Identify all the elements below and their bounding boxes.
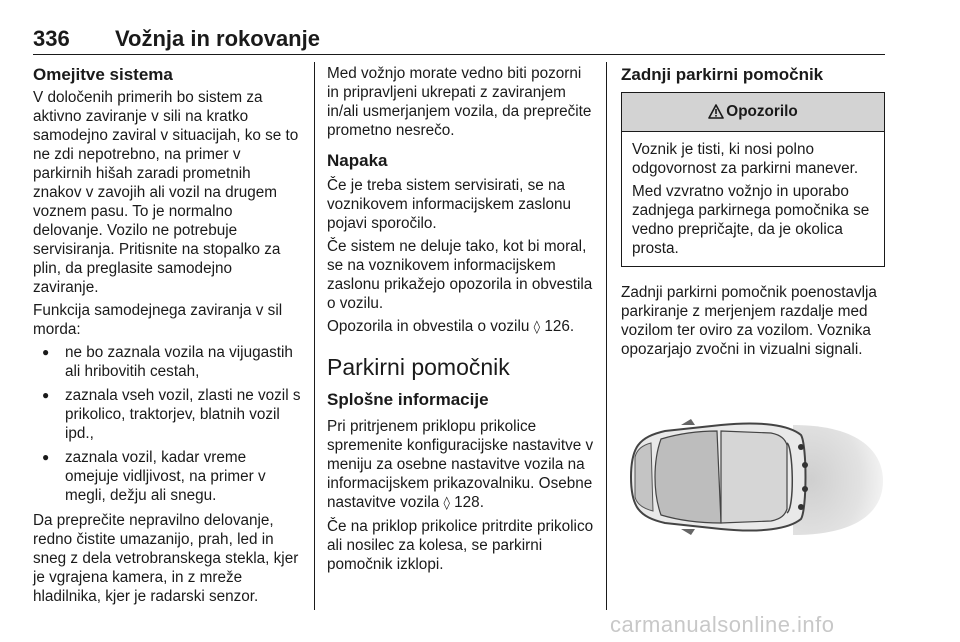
paragraph: Če na priklop prikolice pritrdite prikolico ali nosilec za kolesa, se parkirni pomočnik izklopi. bbox=[327, 518, 594, 573]
section-heading-rear-parking-assist: Zadnji parkirni pomočnik bbox=[621, 65, 824, 84]
paragraph bbox=[327, 417, 595, 513]
paragraph: Funkcija samodejnega zaviranja v sil morda: bbox=[33, 302, 283, 338]
page-reference-link[interactable]: 126. bbox=[544, 318, 575, 335]
paragraph: Med vzvratno vožnjo in uporabo zadnjega parkirnega pomočnika se vedno prepričajte, da je okolica prosta. bbox=[632, 183, 870, 257]
list-item: ● zaznala vseh vozil, zlasti ne vozil s prikolico, traktorjev, blatnih vozil ipd., bbox=[33, 386, 301, 443]
column-left bbox=[33, 64, 301, 610]
section-heading-general: Splošne informacije bbox=[327, 390, 489, 409]
paragraph: Voznik je tisti, ki nosi polno odgovornost za parkirni manever. bbox=[632, 141, 859, 177]
page-reference-icon: ◊ bbox=[533, 320, 541, 335]
list-item: ● zaznala vozil, kadar vreme omejuje vidljivost, na primer v megli, dežju ali snegu. bbox=[33, 448, 301, 505]
paragraph-text: Pri pritrjenem priklopu prikolice spremenite konfiguracijske nastavitve v meniju za osebne nastavitve vozila na informacijskem prikazovalniku. Osebne nastavitve vozila bbox=[327, 418, 594, 511]
paragraph-text: Opozorila in obvestila o vozilu bbox=[327, 318, 534, 335]
page-reference-icon: ◊ bbox=[443, 496, 450, 511]
paragraph: Če je treba sistem servisirati, se na voznikovem informacijskem zaslonu pojavi sporočilo. bbox=[327, 177, 571, 232]
warning-body bbox=[622, 132, 884, 266]
paragraph bbox=[327, 317, 595, 337]
warning-header bbox=[622, 93, 884, 132]
page-number: 336 bbox=[33, 26, 70, 51]
section-title-parking-assist: Parkirni pomočnik bbox=[327, 354, 510, 380]
parking-sensor-illustration bbox=[621, 373, 885, 583]
column-divider bbox=[314, 62, 315, 610]
section-heading-fault: Napaka bbox=[327, 151, 388, 170]
warning-box bbox=[621, 92, 885, 267]
car-top-view-image bbox=[621, 373, 885, 583]
paragraph: V določenih primerih bo sistem za aktivno zaviranje v sili na kratko samodejno zaviral v situacijah, ko se to ne zdi nepotrebno, na primer v parkirnih hišah zaradi prometnih znakov v zavojih ali vozil na drugem voznem pasu. To je normalno delovanje. Vozilo ne potrebuje servisiranja. Pritisnite na stopalko za plin, da preglasite samodejno zaviranje. bbox=[33, 89, 299, 296]
paragraph: Da preprečite nepravilno delovanje, redno čistite umazanijo, prah, led in sneg z dela vetrobranskega stekla, kjer je vgrajena kamera, in z mreže hladilnika, kjer je radarski senzor. bbox=[33, 512, 299, 605]
column-right bbox=[621, 64, 885, 583]
bullet-list bbox=[33, 343, 301, 505]
list-item: ● ne bo zaznala vozila na vijugastih ali hribovitih cestah, bbox=[33, 343, 301, 381]
paragraph: Če sistem ne deluje tako, kot bi moral, se na voznikovem informacijskem zaslonu prikažejo opozorila in obvestila o vozilu. bbox=[327, 238, 593, 312]
warning-triangle-icon bbox=[708, 104, 724, 119]
watermark: carmanualsonline.info bbox=[610, 612, 835, 637]
paragraph: Med vožnjo morate vedno biti pozorni in pripravljeni ukrepati z zaviranjem in/ali usmerjanjem vozila, da preprečite prometno nesrečo. bbox=[327, 65, 592, 139]
page-header bbox=[33, 22, 885, 55]
page-reference-link[interactable]: 128. bbox=[454, 494, 484, 511]
column-middle bbox=[327, 64, 595, 578]
column-divider bbox=[606, 62, 607, 610]
paragraph: Zadnji parkirni pomočnik poenostavlja parkiranje z merjenjem razdalje med vozilom ter oviro za vozilom. Voznika opozarjajo zvočni in vizualni signali. bbox=[621, 284, 877, 358]
warning-title: Opozorilo bbox=[726, 103, 798, 120]
chapter-title: Vožnja in rokovanje bbox=[115, 26, 320, 51]
section-heading-limitations: Omejitve sistema bbox=[33, 65, 173, 84]
